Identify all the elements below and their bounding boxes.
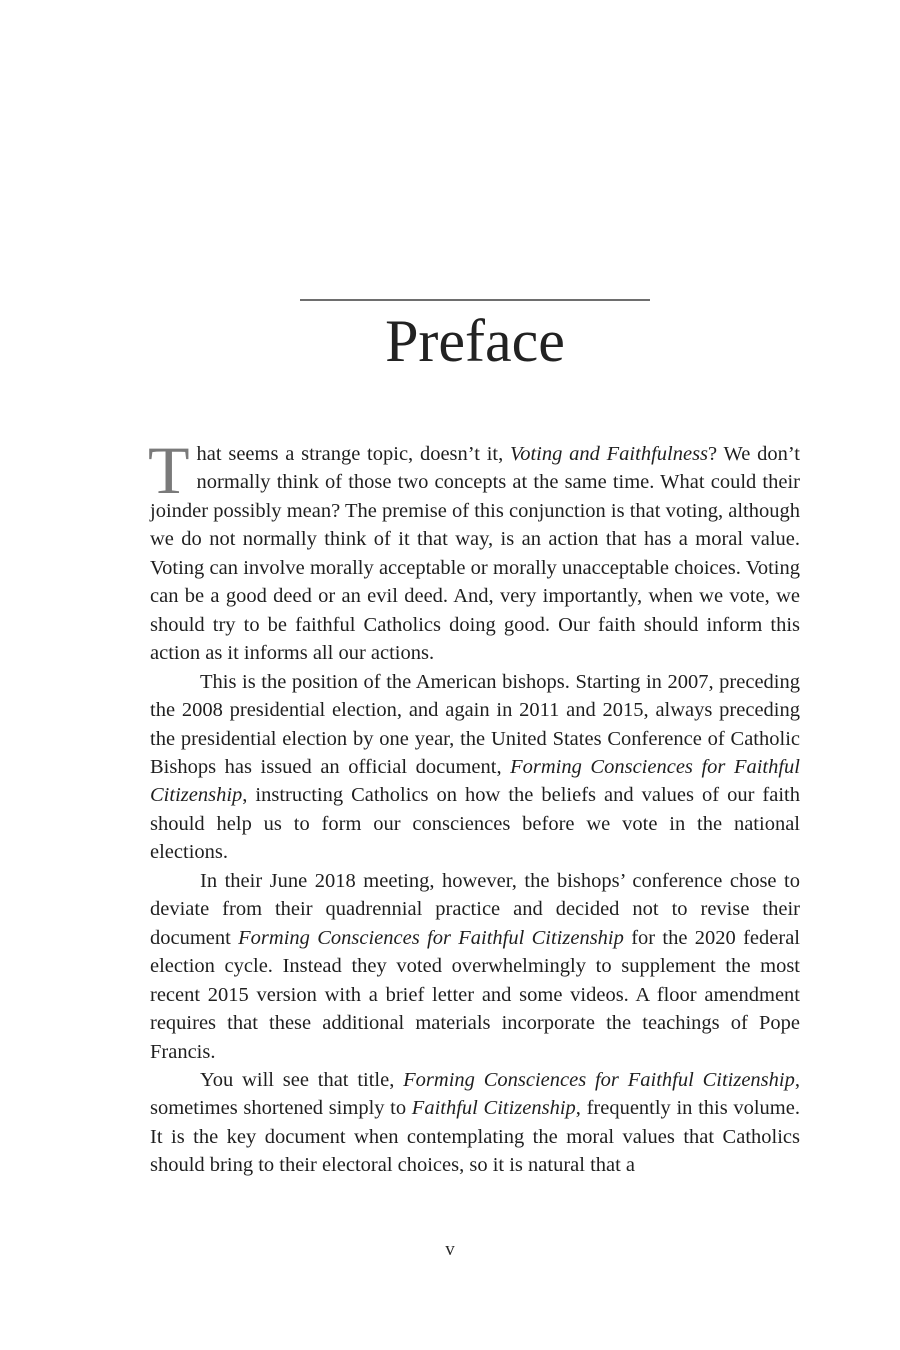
- italic-title: Forming Consciences for Faithful Citizenship: [403, 1068, 795, 1091]
- paragraph-1: [148, 432, 801, 668]
- body-text: [148, 432, 801, 1180]
- text-run: This is the position of the American bishops. Starting in 2007, preceding the 2008 presidential election, and again in 2011 and 2015, always preceding the presidential election by one year, the United States Conference of Catholic Bishops has issued an official document,: [150, 670, 800, 778]
- page-number: v: [445, 1239, 455, 1260]
- italic-title: Forming Consciences for Faithful Citizenship: [238, 926, 624, 949]
- text-run: ? We don’t normally think of those two concepts at the same time. What could their joinder possibly mean? The premise of this conjunction is that voting, although we do not normally think of it that way, is an action that has a moral value. Voting can involve morally acceptable or morally unacceptable choices. Voting can be a good deed or an evil deed. And, very importantly, when we vote, we should try to be faithful Catholics doing good. Our faith should inform this action as it informs all our actions.: [150, 443, 801, 665]
- text-run: , instructing Catholics on how the beliefs and values of our faith should help us to form our consciences before we vote in the national elections.: [150, 784, 800, 864]
- text-run: hat seems a strange topic, doesn’t it,: [196, 443, 510, 465]
- text-run: for the 2020 federal election cycle. Instead they voted overwhelmingly to supplement the most recent 2015 version with a brief letter and some videos. A floor amendment requires that these additional materials incorporate the teachings of Pope Francis.: [150, 926, 800, 1063]
- italic-title: Faithful Citizenship: [411, 1097, 576, 1120]
- text-run: You will see that title,: [200, 1068, 404, 1091]
- paragraph-2: [150, 668, 800, 867]
- italic-title: Forming Consciences for Faithful Citizenship: [150, 755, 800, 807]
- chapter-title: Preface: [385, 308, 565, 374]
- paragraph-4: [150, 1066, 800, 1180]
- text-run: , sometimes shortened simply to: [150, 1068, 800, 1120]
- text-run: , frequently in this volume. It is the key document when contemplating the moral values that Catholics should bring to their electoral choices, so it is natural that a: [150, 1097, 800, 1177]
- italic-title: Voting and Faithfulness: [509, 443, 709, 465]
- paragraph-3: [150, 867, 800, 1066]
- title-rule: [300, 299, 650, 301]
- text-run: In their June 2018 meeting, however, the bishops’ conference chose to deviate from their quadrennial practice and decided not to revise their document: [150, 869, 800, 949]
- drop-cap: T: [148, 432, 190, 508]
